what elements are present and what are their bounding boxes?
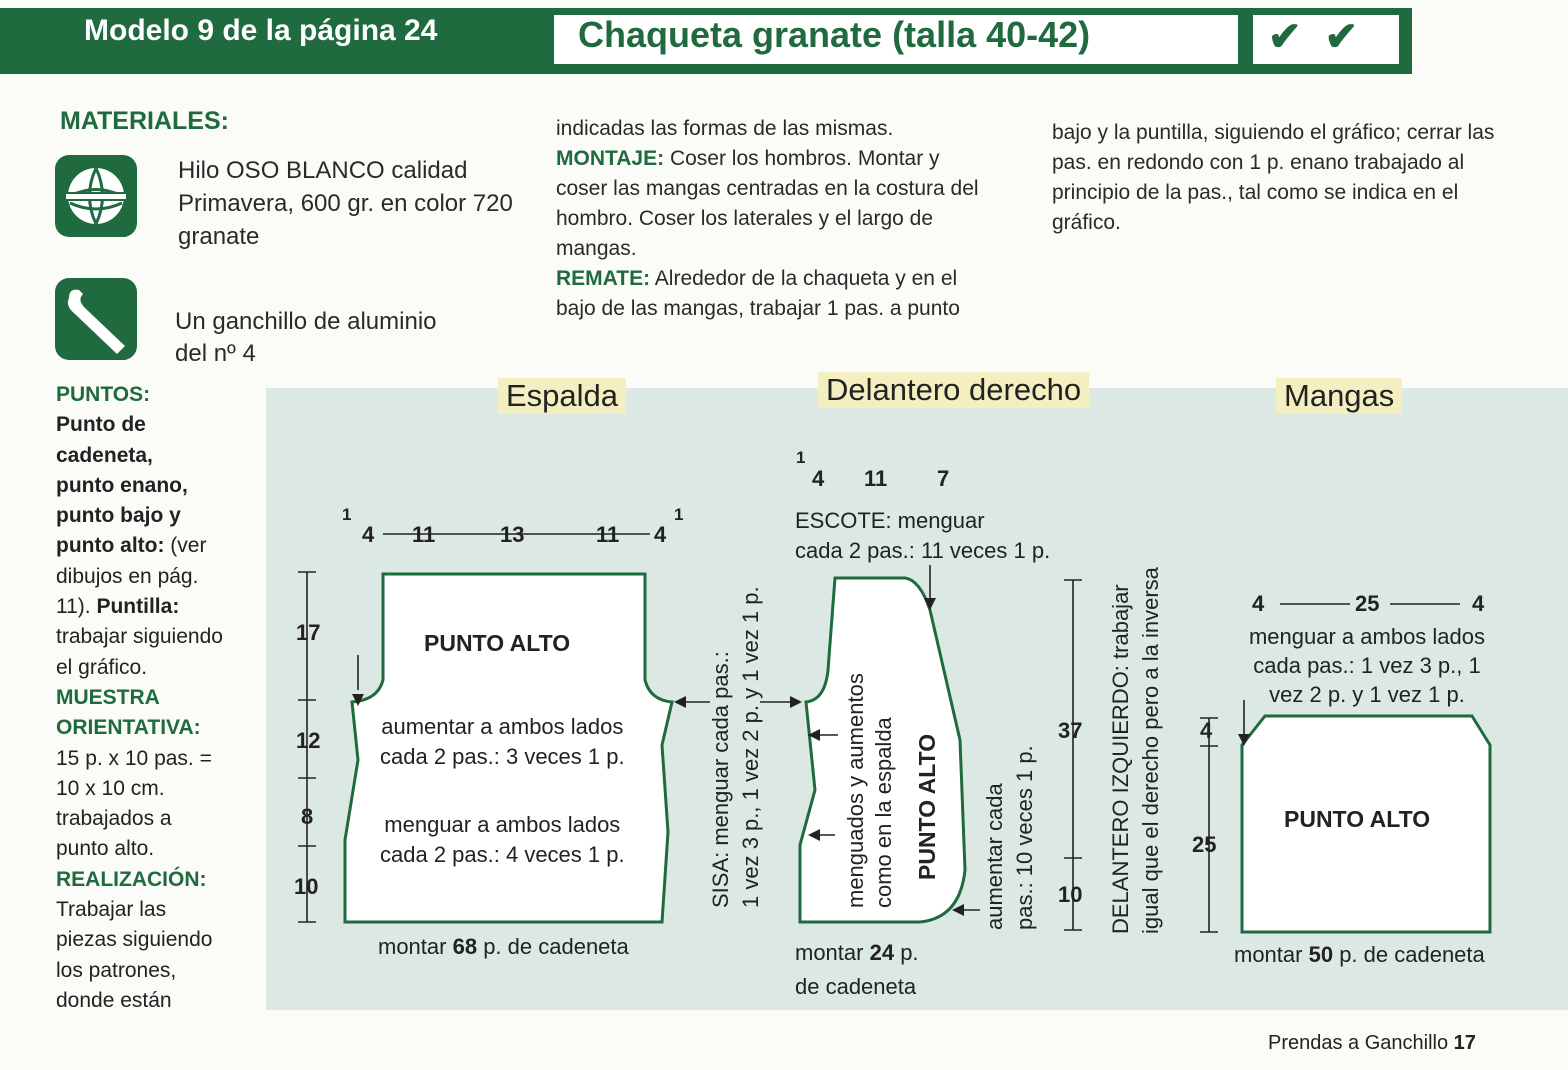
- delantero-cast-on: [795, 936, 919, 1004]
- puntos-line: punto enano,: [56, 473, 188, 497]
- dim-label: 8: [301, 804, 314, 829]
- dim-label: 11: [864, 466, 888, 491]
- espalda-note-1: [380, 712, 625, 772]
- dim-label: 25: [1192, 832, 1217, 857]
- col3-line: bajo y la puntilla, siguiendo el gráfico; cerrar las: [1052, 121, 1495, 144]
- montaje-text: Coser los hombros. Montar y: [664, 147, 940, 170]
- note-line: SISA: menguar cada pas.:: [708, 651, 733, 908]
- footer-text: Prendas a Ganchillo: [1268, 1032, 1454, 1054]
- dim-label: 1: [674, 505, 684, 524]
- note-line: DELANTERO IZQUIERDO: trabajar: [1108, 584, 1133, 934]
- sisa-note: [706, 586, 766, 908]
- ver-text: (ver: [164, 534, 207, 558]
- muestra-line: punto alto.: [56, 837, 155, 861]
- note-line: cada 2 pas.: 4 veces 1 p.: [380, 842, 625, 867]
- dim-label: 1: [342, 505, 352, 524]
- text: p. de cadeneta: [1333, 942, 1485, 967]
- montaje-label: MONTAJE:: [556, 147, 665, 170]
- dim-label: 4: [1472, 591, 1485, 616]
- difficulty-checks: ✔ ✔: [1268, 15, 1365, 59]
- mangas-tag: Mangas: [1276, 378, 1402, 414]
- izquierdo-note: [1106, 567, 1166, 934]
- puntos-line: Punto de: [56, 413, 146, 437]
- text: p. de cadeneta: [477, 934, 629, 959]
- dim-label: 17: [296, 620, 321, 645]
- col3-line: pas. en redondo con 1 p. enano trabajado al: [1052, 151, 1465, 174]
- yarn-line: Hilo OSO BLANCO calidad: [178, 157, 468, 184]
- muestra-heading: MUESTRA: [56, 685, 160, 709]
- dim-label: 4: [812, 466, 825, 491]
- page-number: 17: [1453, 1032, 1476, 1054]
- cast-on-count: 68: [452, 934, 478, 959]
- puntilla-line: trabajar siguiendo: [56, 625, 223, 649]
- montaje-line: coser las mangas centradas en la costura del: [556, 177, 979, 200]
- muestra-line: 15 p. x 10 pas. =: [56, 746, 212, 770]
- note-line: cada 2 pas.: 11 veces 1 p.: [795, 538, 1051, 563]
- dim-label: 4: [654, 522, 667, 547]
- page-title: Chaqueta granate (talla 40-42): [578, 14, 1091, 55]
- espalda-stitch-label: PUNTO ALTO: [424, 630, 571, 656]
- text: p.: [894, 940, 919, 965]
- col2-line0: indicadas las formas de las mismas.: [556, 117, 894, 140]
- note-line: igual que el derecho pero a la inversa: [1138, 567, 1163, 934]
- muestra-line: 10 x 10 cm.: [56, 776, 165, 800]
- note-line: vez 2 p. y 1 vez 1 p.: [1269, 682, 1465, 707]
- text: montar: [795, 940, 870, 965]
- note-line: aumentar a ambos lados: [381, 714, 624, 739]
- puntilla-term: Puntilla:: [90, 595, 180, 619]
- delantero-inner-note: [842, 673, 898, 908]
- delantero-stitch-label: PUNTO ALTO: [914, 733, 940, 880]
- puntos-heading: PUNTOS:: [56, 383, 151, 406]
- cast-on-count: 50: [1308, 942, 1334, 967]
- dim-label: 4: [1252, 591, 1265, 616]
- note-line: pas.: 10 veces 1 p.: [1012, 745, 1037, 930]
- text: de cadeneta: [795, 974, 917, 999]
- escote-note: [795, 506, 1050, 566]
- dim-label: 4: [1200, 718, 1213, 743]
- remate-line: bajo de las mangas, trabajar 1 pas. a punto: [556, 297, 960, 320]
- materiales-heading: MATERIALES:: [60, 107, 229, 135]
- hook-line: Un ganchillo de aluminio: [175, 308, 437, 335]
- realizacion-line: donde están: [56, 988, 172, 1012]
- dim-label: 1: [796, 448, 806, 467]
- col3-line: principio de la pas., tal como se indica en el: [1052, 181, 1459, 204]
- mangas-stitch-label: PUNTO ALTO: [1284, 806, 1431, 832]
- puntilla-line: el gráfico.: [56, 655, 148, 679]
- dim-label: 10: [1058, 882, 1083, 907]
- yarn-line: Primavera, 600 gr. en color 720: [178, 190, 513, 217]
- dim-label: 7: [937, 466, 950, 491]
- mangas-note: [1238, 622, 1496, 709]
- montaje-line: hombro. Coser los laterales y el largo de: [556, 207, 934, 230]
- dim-label: 37: [1058, 718, 1083, 743]
- muestra-line: trabajados a: [56, 807, 172, 831]
- espalda-note-2: [380, 810, 625, 870]
- note-line: cada 2 pas.: 3 veces 1 p.: [380, 744, 625, 769]
- espalda-tag: Espalda: [498, 378, 626, 414]
- mangas-cast-on: [1234, 942, 1485, 968]
- col3-line: gráfico.: [1052, 211, 1121, 234]
- ver-line: 11).: [56, 595, 91, 619]
- dim-label: 10: [294, 874, 319, 899]
- realizacion-heading: REALIZACIÓN:: [56, 867, 207, 891]
- muestra-heading: ORIENTATIVA:: [56, 716, 201, 740]
- yarn-line: granate: [178, 223, 260, 250]
- puntos-line: cadeneta,: [56, 443, 153, 467]
- dim-label: 4: [362, 522, 375, 547]
- espalda-cast-on: [378, 934, 629, 960]
- aumentar-note: [980, 745, 1040, 930]
- montaje-line: mangas.: [556, 237, 637, 260]
- punto-alto-term: punto alto:: [56, 534, 165, 558]
- cast-on-count: 24: [869, 940, 895, 965]
- model-reference: Modelo 9 de la página 24: [84, 14, 438, 47]
- realizacion-line: los patrones,: [56, 958, 177, 982]
- note-line: como en la espalda: [871, 717, 896, 908]
- remate-text: Alrededor de la chaqueta y en el: [650, 267, 958, 290]
- note-line: menguados y aumentos: [843, 673, 868, 908]
- dim-label: 25: [1355, 591, 1380, 616]
- text: montar: [378, 934, 453, 959]
- ver-line: dibujos en pág.: [56, 564, 199, 588]
- hook-line: del nº 4: [175, 340, 256, 367]
- remate-label: REMATE:: [556, 267, 651, 290]
- text: montar: [1234, 942, 1309, 967]
- dim-label: 13: [500, 522, 525, 547]
- puntos-line: punto bajo y: [56, 504, 181, 528]
- delantero-tag: Delantero derecho: [818, 372, 1089, 408]
- note-line: menguar a ambos lados: [1248, 624, 1486, 649]
- note-line: menguar a ambos lados: [384, 812, 621, 837]
- footer: [1268, 1032, 1476, 1055]
- dim-label: 12: [296, 728, 321, 753]
- realizacion-line: piezas siguiendo: [56, 928, 213, 952]
- note-line: cada pas.: 1 vez 3 p., 1: [1253, 653, 1481, 678]
- note-line: 1 vez 3 p., 1 vez 2 p. y 1 vez 1 p.: [738, 586, 763, 908]
- dim-label: 11: [412, 522, 436, 547]
- note-line: aumentar cada: [982, 783, 1007, 930]
- dim-label: 11: [596, 522, 620, 547]
- realizacion-line: Trabajar las: [56, 898, 167, 922]
- note-line: ESCOTE: menguar: [795, 508, 985, 533]
